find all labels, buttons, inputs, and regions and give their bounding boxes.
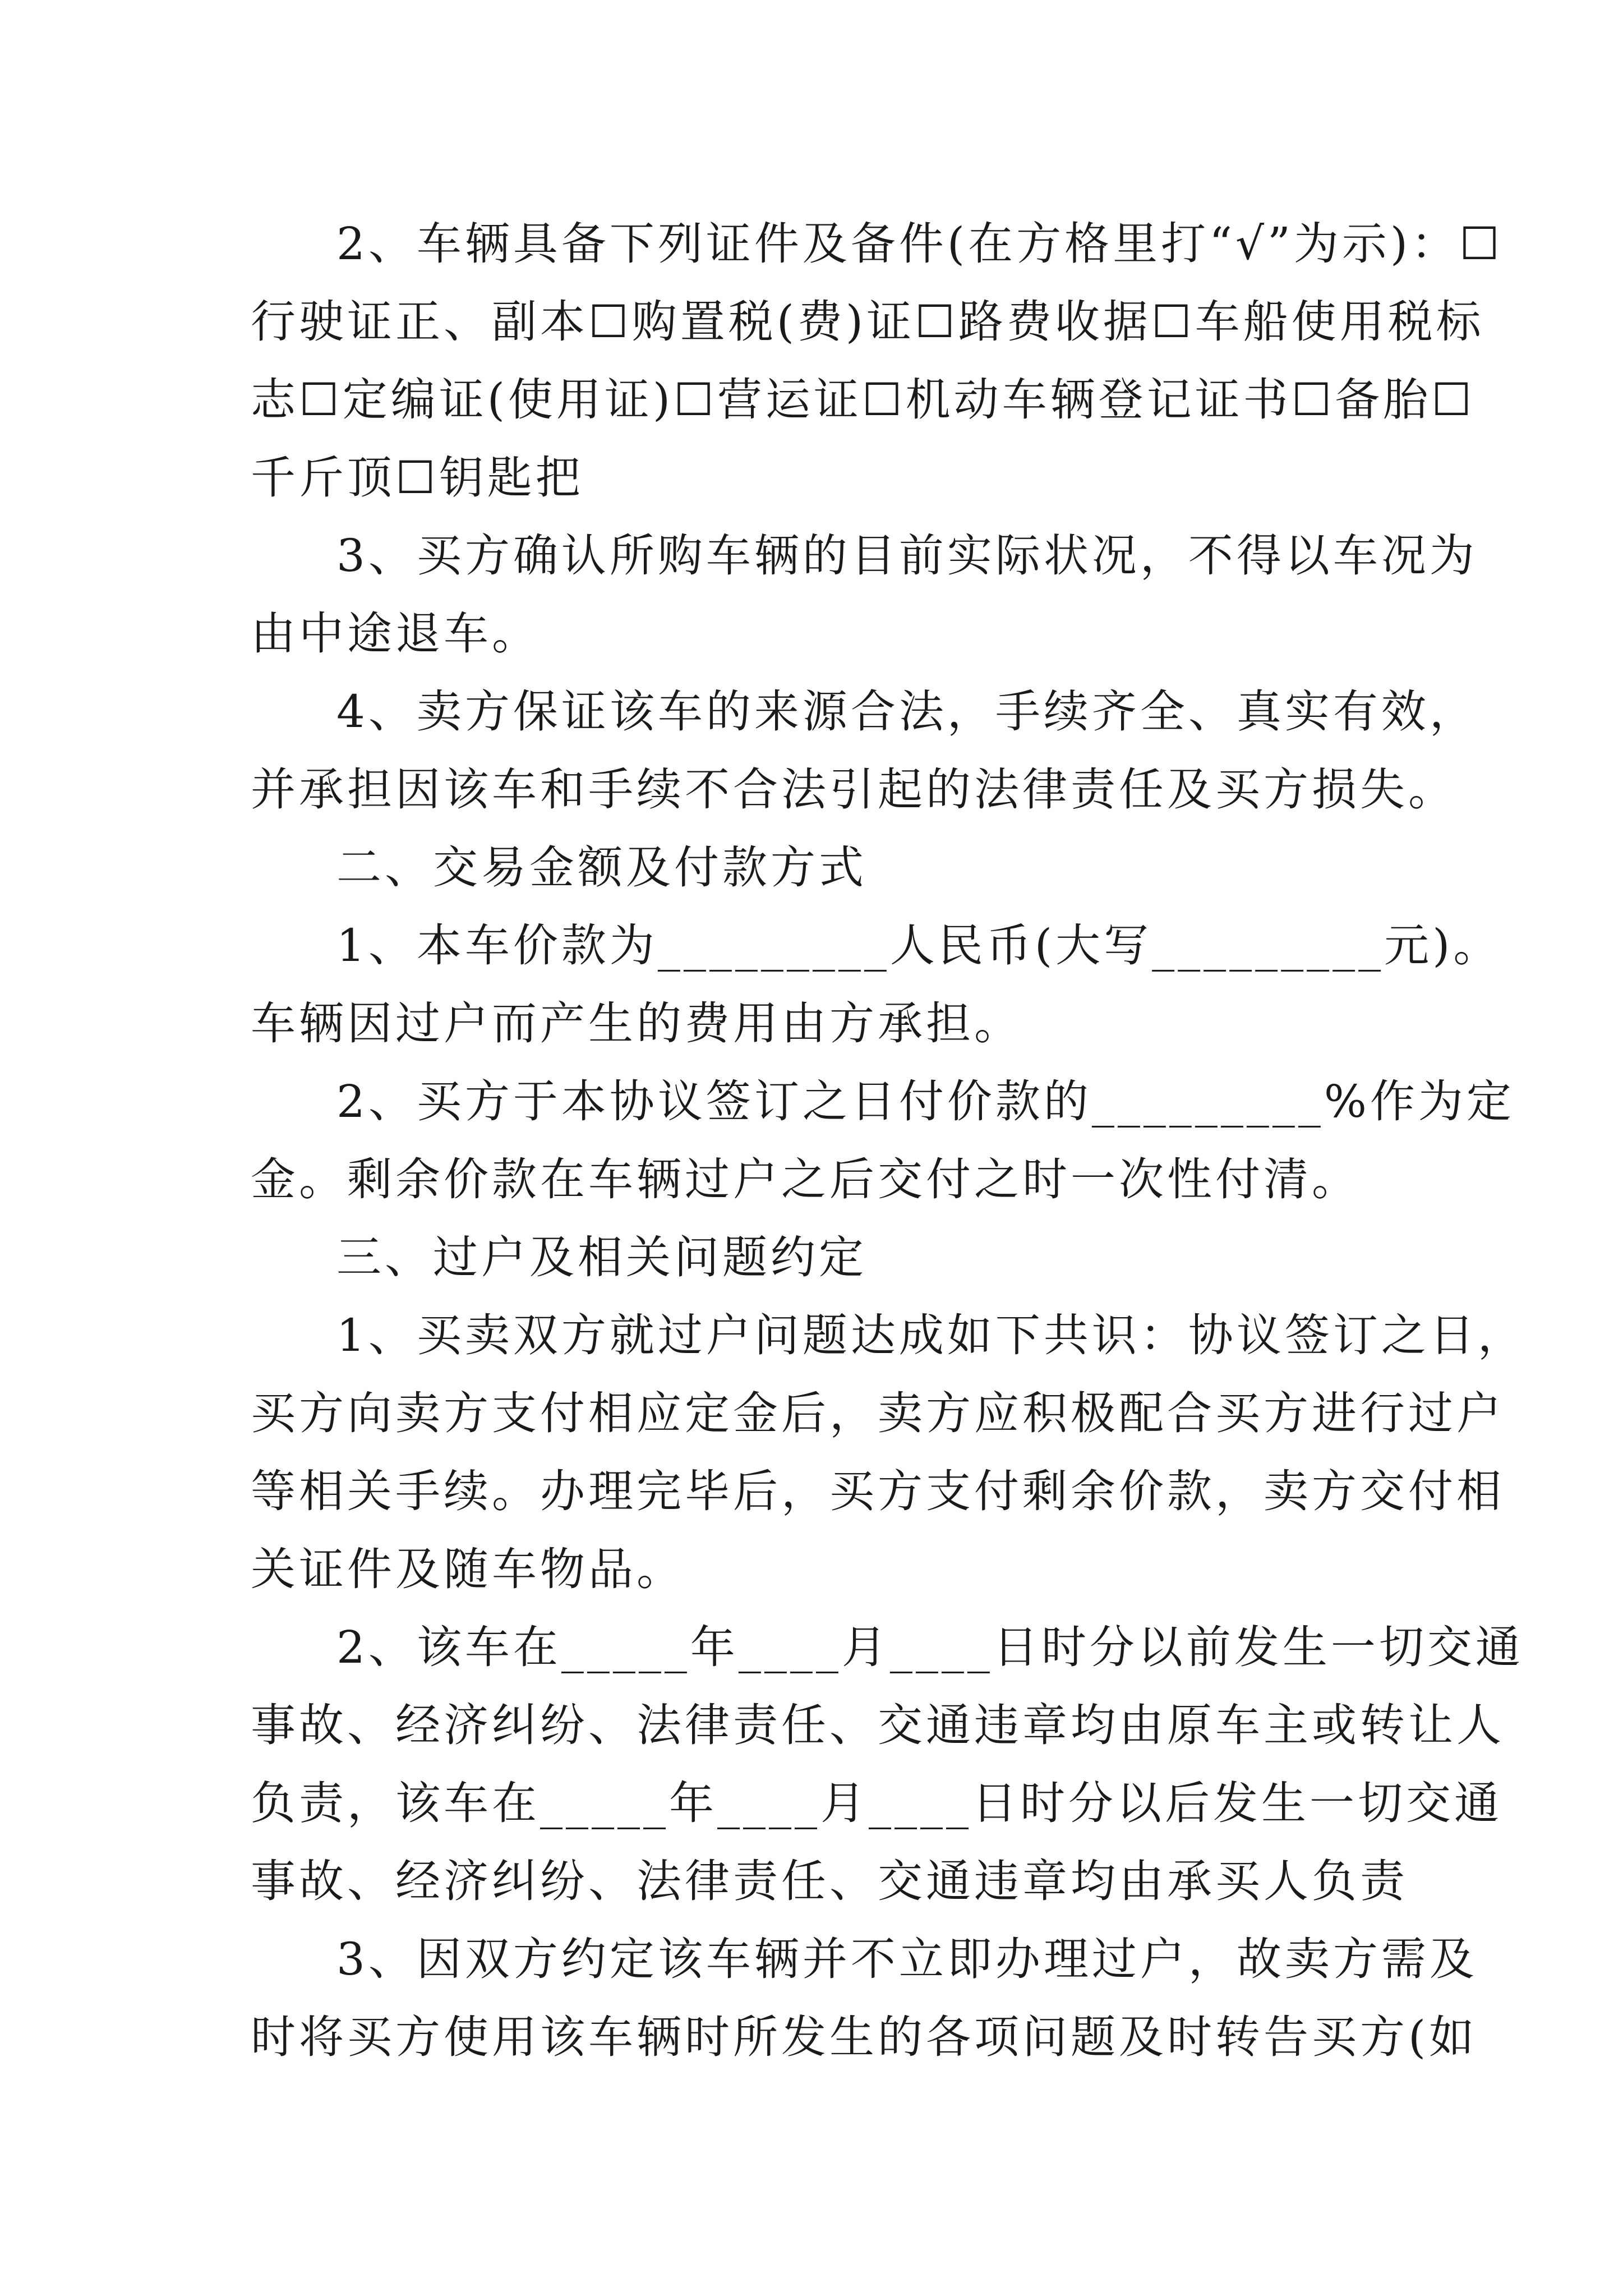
text-line: 关证件及随车物品。 [251,1543,685,1595]
text-line: 时将买方使用该车辆时所发生的各项问题及时转告买方(如 [251,2011,1478,2063]
text-line: 车辆因过户而产生的费用由方承担。 [251,997,1022,1050]
text-line: 千斤顶☐钥匙把 [251,452,584,504]
text-line: 并承担因该车和手续不合法引起的法律责任及买方损失。 [251,763,1456,816]
text-line: 金。剩余价款在车辆过户之后交付之时一次性付清。 [251,1153,1360,1205]
text-line: 2、该车在_____年____月____日时分以前发生一切交通 [336,1621,1524,1673]
text-line: 由中途退车。 [251,608,540,660]
text-line: 4、卖方保证该车的来源合法，手续齐全、真实有效， [336,685,1478,738]
text-line: 负责，该车在_____年____月____日时分以后发生一切交通 [251,1777,1502,1829]
text-line: 3、因双方约定该车辆并不立即办理过户，故卖方需及 [336,1933,1478,1985]
text-line: 等相关手续。办理完毕后，买方支付剩余价款，卖方交付相 [251,1465,1505,1517]
text-line: 买方向卖方支付相应定金后，卖方应积极配合买方进行过户 [251,1387,1505,1439]
text-line: 行驶证正、副本☐购置税(费)证☐路费收据☐车船使用税标 [251,296,1484,348]
text-line: 事故、经济纠纷、法律责任、交通违章均由承买人负责 [251,1855,1408,1907]
text-line: 1、本车价款为_________人民币(大写_________元)。 [336,919,1502,972]
text-line: 2、买方于本协议签订之日付价款的_________%作为定 [336,1075,1515,1128]
text-line: 1、买卖双方就过户问题达成如下共识：协议签订之日， [336,1309,1526,1361]
section-heading: 二、交易金额及付款方式 [336,841,867,894]
text-line: 2、车辆具备下列证件及备件(在方格里打“√”为示)：☐ [336,218,1503,270]
section-heading: 三、过户及相关问题约定 [336,1231,867,1283]
text-line: 3、买方确认所购车辆的目前实际状况，不得以车况为 [336,530,1478,582]
text-line: 事故、经济纠纷、法律责任、交通违章均由原车主或转让人 [251,1699,1505,1751]
text-line: 志☐定编证(使用证)☐营运证☐机动车辆登记证书☐备胎☐ [251,374,1476,426]
